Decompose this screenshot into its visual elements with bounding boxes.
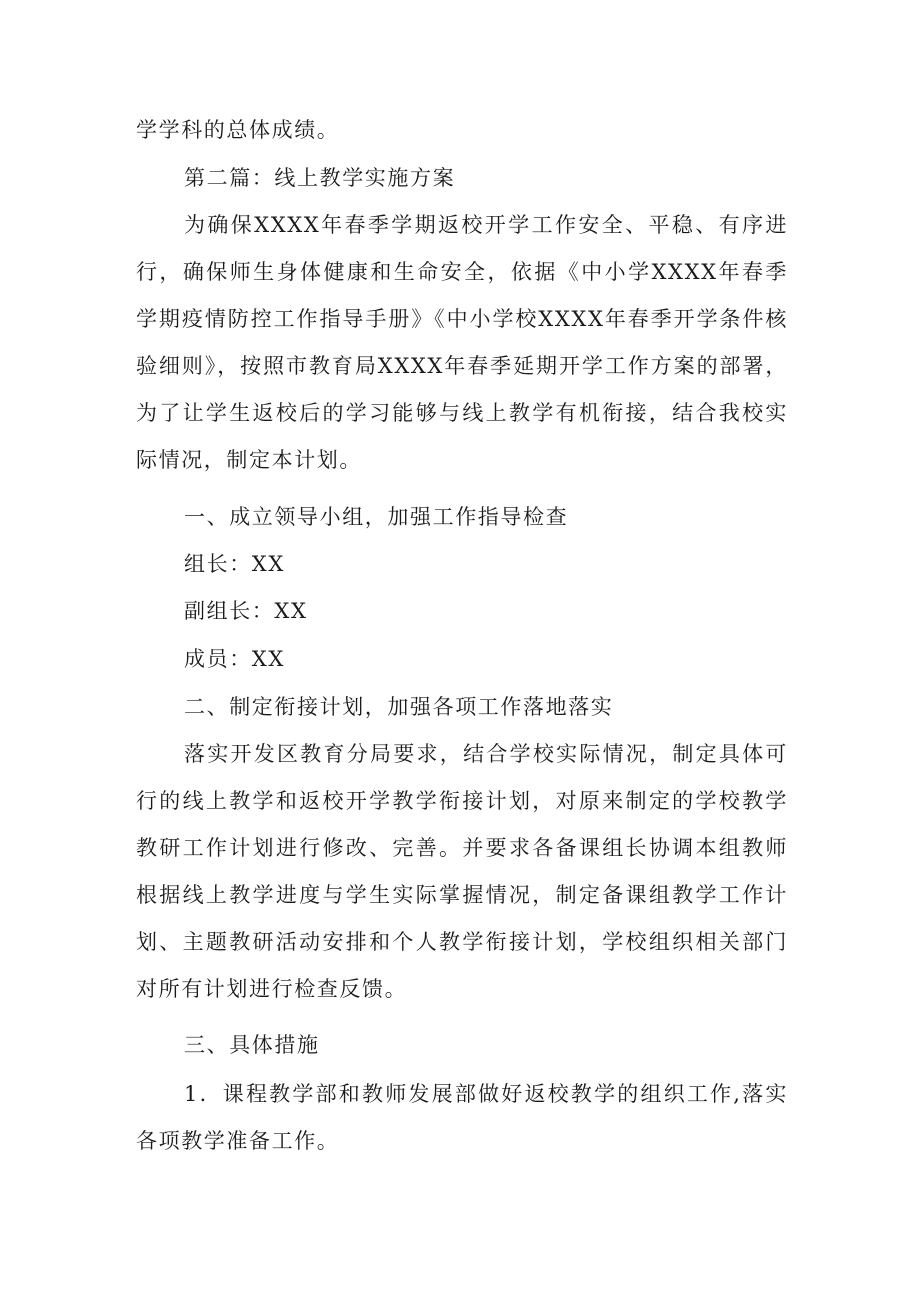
- heading-transition-plan: 二、制定衔接计划，加强各项工作落地落实: [184, 695, 614, 719]
- heading-leadership-group: 一、成立领导小组，加强工作指导检查: [184, 505, 569, 529]
- heading-measures: 三、具体措施: [184, 1033, 320, 1057]
- paragraph-transition-plan: 落实开发区教育分局要求，结合学校实际情况，制定具体可行的线上教学和返校开学教学衔接计划，对原来制定的学校教学教研工作计划进行修改、完善。并要求各备课组长协调本组教师根据线上教学进度与学生实际掌握情况，制定备课组教学工作计划、主题教研活动安排和个人教学衔接计划，学校组织相关部门对所有计划进行检查反馈。: [136, 742, 788, 1001]
- section-title: 第二篇：线上教学实施方案: [184, 166, 456, 190]
- paragraph-continuation: 学学科的总体成绩。: [136, 118, 340, 142]
- paragraph-intro: 为确保XXXX年春季学期返校开学工作安全、平稳、有序进行，确保师生身体健康和生命安全，依据《中小学XXXX年春季学期疫情防控工作指导手册》《中小学校XXXX年春季开学条件核验细则》，按照市教育局XXXX年春季延期开学工作方案的部署，为了让学生返校后的学习能够与线上教学有机衔接，结合我校实际情况，制定本计划。: [136, 213, 788, 472]
- measure-item-1: 1．课程教学部和教师发展部做好返校教学的组织工作,落实各项教学准备工作。: [136, 1082, 788, 1153]
- group-leader: 组长：XX: [184, 552, 285, 576]
- deputy-group-leader: 副组长：XX: [184, 599, 308, 623]
- group-members: 成员：XX: [184, 647, 285, 671]
